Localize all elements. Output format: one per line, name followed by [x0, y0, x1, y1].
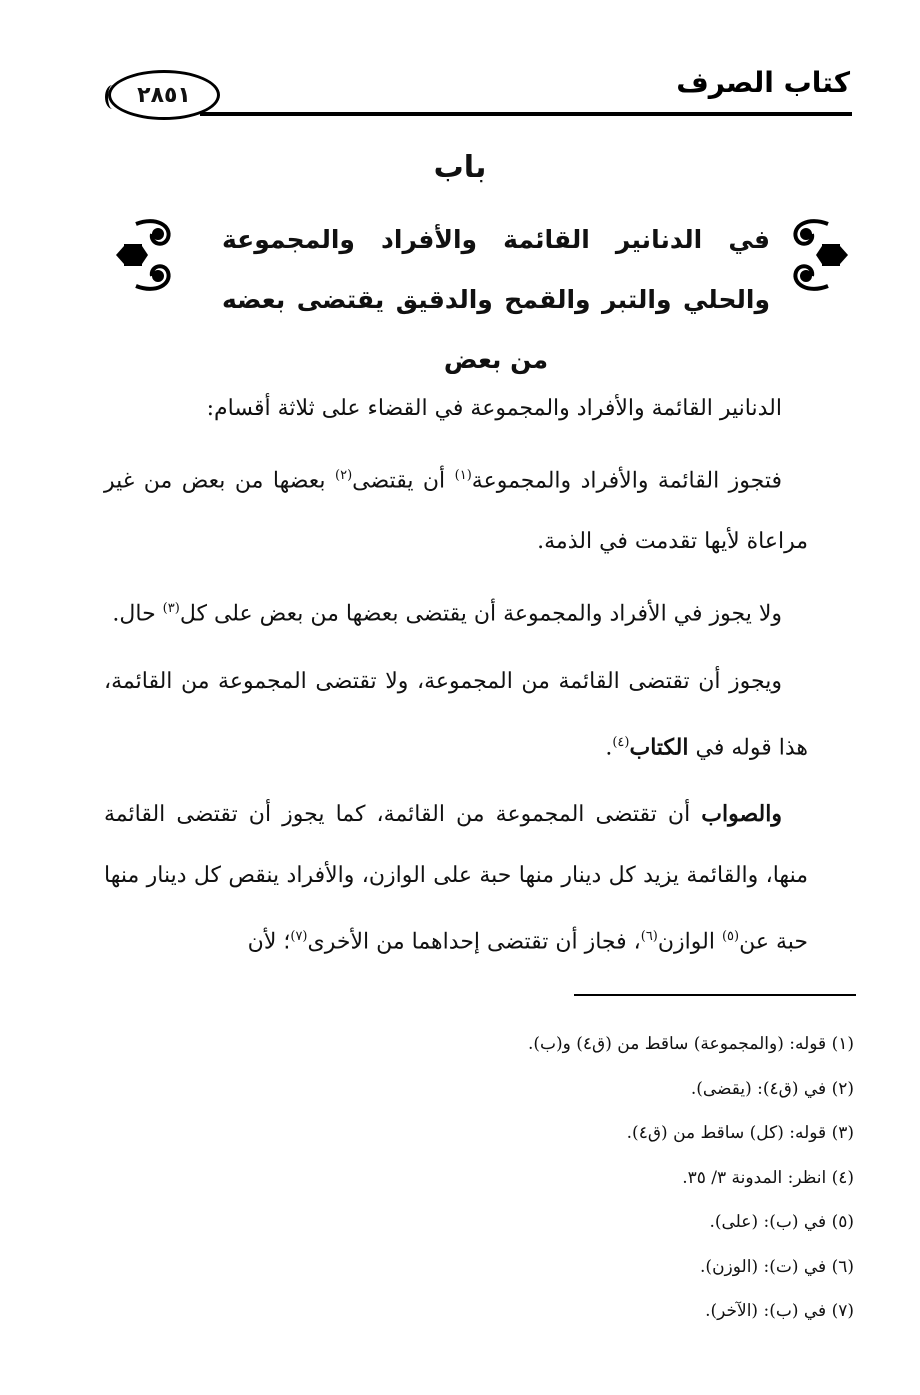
book-title: كتاب الصرف: [676, 66, 850, 99]
footnote: (٢) في (ق٤): (يقضى).: [690, 1078, 854, 1099]
footnote-ref: (٤): [612, 734, 630, 750]
footnote-ref: (٧): [290, 928, 308, 944]
text-segment: ، فجاز أن تقتضى إحداهما من الأخرى: [307, 929, 641, 955]
footnote: (٦) في (ت): (الوزن).: [700, 1256, 854, 1277]
text-segment: حال.: [112, 601, 163, 627]
paragraph: [104, 651, 808, 778]
text-segment: الدنانير القائمة والأفراد والمجموعة في القضاء على ثلاثة أقسام:: [206, 396, 782, 421]
footnote-ref: (٦): [640, 928, 658, 944]
text-segment: ؛ لأن: [247, 929, 291, 955]
footnote: (١) قوله: (والمجموعة) ساقط من (ق٤) و(ب).: [527, 1034, 854, 1054]
chapter-title: في الدنانير القائمة والأفراد والمجموعة والحلي والتبر والقمح والدقيق يقتضى بعضه من بعض: [222, 225, 770, 374]
header-rule: [200, 112, 852, 116]
text-segment: أن يقتضى: [352, 468, 455, 494]
text-segment: الوازن: [657, 929, 722, 955]
footnote: (٧) في (ب): (الآخر).: [705, 1301, 854, 1321]
page-number: ٢٨٥١: [137, 82, 191, 108]
text-segment: ويجوز أن تقتضى القائمة من المجموعة، ولا تقتضى المجموعة من القائمة، هذا قوله في: [104, 668, 808, 760]
text-segment: أن تقتضى المجموعة من القائمة، كما يجوز أن تقتضى القائمة منها، والقائمة يزيد كل دينار منها حبة على الوازن، والأفراد ينقص كل دينار منها حبة عن: [104, 801, 808, 955]
page-number-badge: [108, 70, 220, 120]
footnote-ref: (٢): [335, 468, 353, 483]
footnote-ref: (٣): [162, 601, 180, 617]
footnote-ref: (١): [454, 468, 472, 483]
footnote: (٤) انظر: المدونة ٣/ ٣٥.: [682, 1167, 854, 1188]
footnote-separator: [574, 994, 856, 996]
footnote-ref: (٥): [721, 928, 740, 944]
text-segment: ولا يجوز في الأفراد والمجموعة أن يقتضى بعضها من بعض على كل: [179, 601, 782, 627]
paragraph: [104, 445, 808, 572]
bold-term: الكتاب: [629, 733, 689, 760]
floral-ornament-icon: [778, 210, 848, 300]
text-segment: فتجوز القائمة والأفراد والمجموعة: [471, 468, 783, 494]
footnotes: [294, 1022, 854, 1334]
bold-term: والصواب: [701, 800, 782, 827]
text-segment: .: [605, 734, 613, 760]
paragraph: [104, 578, 808, 644]
footnote: (٣) قوله: (كل) ساقط من (ق٤).: [626, 1123, 854, 1143]
chapter-label: باب: [433, 150, 487, 185]
paragraph: [104, 784, 808, 972]
text-segment: بعضها من بعض من غير مراعاة لأيها تقدمت في الذمة.: [104, 468, 808, 555]
paragraph: [104, 378, 808, 439]
floral-ornament-icon: [116, 210, 186, 300]
footnote: (٥) في (ب): (على).: [709, 1212, 854, 1232]
body-text: [104, 378, 808, 978]
